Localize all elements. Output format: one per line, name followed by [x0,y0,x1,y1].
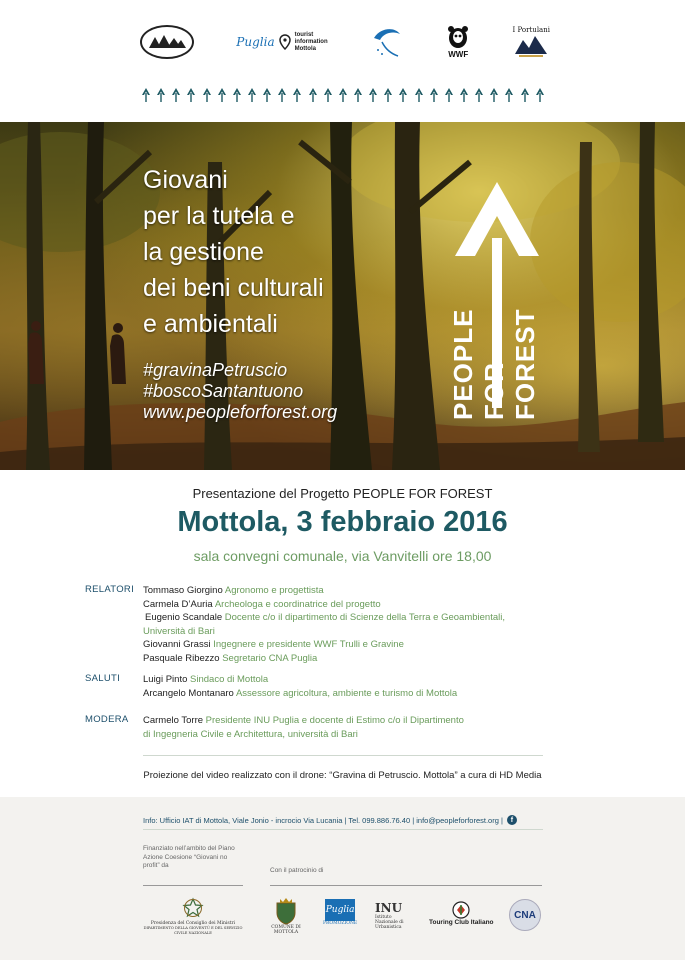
speaker-role: Docente c/o il dipartimento di Scienze della Terra e Geoambientali, [224,612,505,623]
greeter-name: Arcangelo Montanaro [143,687,234,699]
small-arrow-icon [171,87,181,103]
portulani-logo [513,26,550,58]
speaker-row [143,652,573,666]
small-arrow-icon [292,87,302,103]
brand-word-people: PEOPLE [448,308,478,420]
contact-info-text: Info: Ufficio IAT di Mottola, Viale Jonio - incrocio Via Lucania | Tel. 099.886.76.40 | info@peopleforforest.org | [143,815,503,825]
greeter-role: Sindaco di Mottola [190,674,269,685]
facebook-icon[interactable]: f [507,815,517,825]
speaker-role: Archeologa e coordinatrice del progetto [214,598,381,610]
tourist-line-1: tourist [294,31,314,38]
pugliapromozione-logo [323,899,357,926]
speaker-row [143,584,573,598]
greeter-role: Assessore agricoltura, ambiente e turismo di Mottola [235,687,458,699]
decorative-arrow-row [141,87,545,103]
speaker-name: Eugenio Scandale [145,612,223,623]
trees-icon [147,34,187,50]
pugliapromozione-sub: PROMOZIONE [323,921,358,926]
small-arrow-icon [444,87,454,103]
small-arrow-icon [217,87,227,103]
moderator-name: Carmelo Torre [143,715,204,726]
small-arrow-icon [277,87,287,103]
divider [143,755,543,756]
speaker-name: Carmela D’Auria [143,598,213,610]
pugliapromozione-wordmark: Puglia [236,35,275,49]
location-pin-icon [279,34,291,50]
tourist-info-logo [236,32,327,53]
speaker-name: Pasquale Ribezzo [143,652,220,664]
presidenza-subtext: DIPARTIMENTO DELLA GIOVENTÙ E DEL SERVIZIO CIVILE NAZIONALE [143,926,243,935]
footer [0,797,685,960]
speaker-row [143,638,573,652]
funded-note: Finanziato nell’ambito del Piano Azione Coesione “Giovani no profit” da [143,845,235,869]
panda-icon [446,25,470,49]
portulani-wordmark: I Portulani [512,26,550,34]
people-for-forest-wordmark [448,272,544,422]
small-arrow-icon [186,87,196,103]
small-arrow-icon [414,87,424,103]
speaker-role-continued [143,625,573,639]
bird-icon [370,24,404,60]
wwf-wordmark: WWF [448,50,469,59]
event-venue: sala convegni comunale, via Vanvitelli ore 18,00 [193,548,492,564]
hero-title-line-3: la gestione [143,238,264,266]
relatori-list [143,584,573,665]
small-arrow-icon [338,87,348,103]
small-arrow-icon [141,87,151,103]
footer-divider [143,829,543,830]
small-arrow-icon [504,87,514,103]
greeter-name: Luigi Pinto [143,674,188,685]
small-arrow-icon [520,87,530,103]
small-arrow-icon [383,87,393,103]
cna-logo [509,899,541,931]
funded-rule [143,885,243,886]
small-arrow-icon [353,87,363,103]
moderator-role: Presidente INU Puglia e docente di Estimo c/o il Dipartimento [205,715,464,726]
small-arrow-icon [459,87,469,103]
forest-hero-image [0,122,685,470]
modera-list [143,714,573,741]
touring-club-emblem-icon [452,901,470,919]
small-arrow-icon [202,87,212,103]
contact-info-line [143,815,517,825]
speaker-row [143,611,573,625]
speaker-role: Segretario CNA Puglia [222,652,318,664]
small-arrow-icon [308,87,318,103]
speaker-role: Ingegnere e presidente WWF Trulli e Gravine [213,639,404,650]
speaker-row [143,598,573,612]
patrocinio-rule [270,885,542,886]
pugliapromozione-box: Puglia [325,899,355,921]
saluti-label: SALUTI [85,673,121,684]
hero-title [143,162,403,342]
touring-club-logo [429,901,494,926]
moderator-row [143,714,573,728]
relatori-label: RELATORI [85,584,135,595]
brand-word-forest: FOREST [510,308,540,420]
tourist-line-2: information [294,38,328,45]
small-arrow-icon [156,87,166,103]
video-note: Proiezione del video realizzato con il drone: “Gravina di Petruscio. Mottola” a cura di HD Media [143,770,542,781]
small-arrow-icon [368,87,378,103]
moderator-role-line-2: di Ingegneria Civile e Architettura, università di Bari [143,728,358,740]
coat-of-arms-icon [274,897,298,925]
inu-wordmark: INU [375,901,403,915]
hero-title-line-1: Giovani [143,166,228,194]
small-arrow-icon [535,87,545,103]
hero-title-line-2: per la tutela e [143,202,295,230]
patrocinio-label: Con il patrocinio di [270,867,324,874]
small-arrow-icon [262,87,272,103]
presidenza-logo [143,897,243,936]
greeter-row [143,673,573,687]
italian-emblem-icon [182,897,204,921]
inu-logo [375,901,411,930]
small-arrow-icon [398,87,408,103]
brand-word-for: FOR [479,362,509,420]
touring-club-text: Touring Club Italiano [429,919,494,926]
event-title: Mottola, 3 febbraio 2016 [177,506,508,538]
small-arrow-icon [474,87,484,103]
sponsor-logos [143,897,543,945]
modera-label: MODERA [85,714,129,725]
small-arrow-icon [429,87,439,103]
comune-mottola-logo [268,897,304,935]
bird-logo [370,24,404,60]
hashtag-gravina: #gravinaPetruscio [143,360,288,380]
comune-oval-logo [140,25,194,59]
inu-subtext: Istituto Nazionale di Urbanistica [375,915,404,930]
portulani-emblem-icon [513,34,549,58]
hashtags-block [143,360,337,423]
speaker-name: Giovanni Grassi [143,639,211,650]
presidenza-text: Presidenza del Consiglio dei Ministri [150,921,236,926]
small-arrow-icon [489,87,499,103]
tourist-line-3: Mottola [294,45,316,52]
speaker-role: Agronomo e progettista [224,585,324,596]
comune-text: COMUNE DI MOTTOLA [271,925,301,935]
hero-title-line-4: dei beni culturali [143,274,324,302]
speaker-role-line-2: Università di Bari [143,625,215,637]
tourist-info-text [295,32,328,53]
top-logos-bar [140,18,550,66]
event-subtitle: Presentazione del Progetto PEOPLE FOR FOREST [192,486,493,501]
small-arrow-icon [323,87,333,103]
saluti-list [143,673,573,700]
small-arrow-icon [247,87,257,103]
hero-title-line-5: e ambientali [143,310,278,338]
speaker-name: Tommaso Giorgino [143,585,223,596]
moderator-role-continued [143,728,573,742]
website-link[interactable]: www.peopleforforest.org [143,402,338,422]
greeter-row [143,687,573,701]
small-arrow-icon [232,87,242,103]
wwf-logo [446,25,470,59]
cna-wordmark: CNA [509,899,541,931]
hashtag-bosco: #boscoSantantuono [143,381,304,401]
